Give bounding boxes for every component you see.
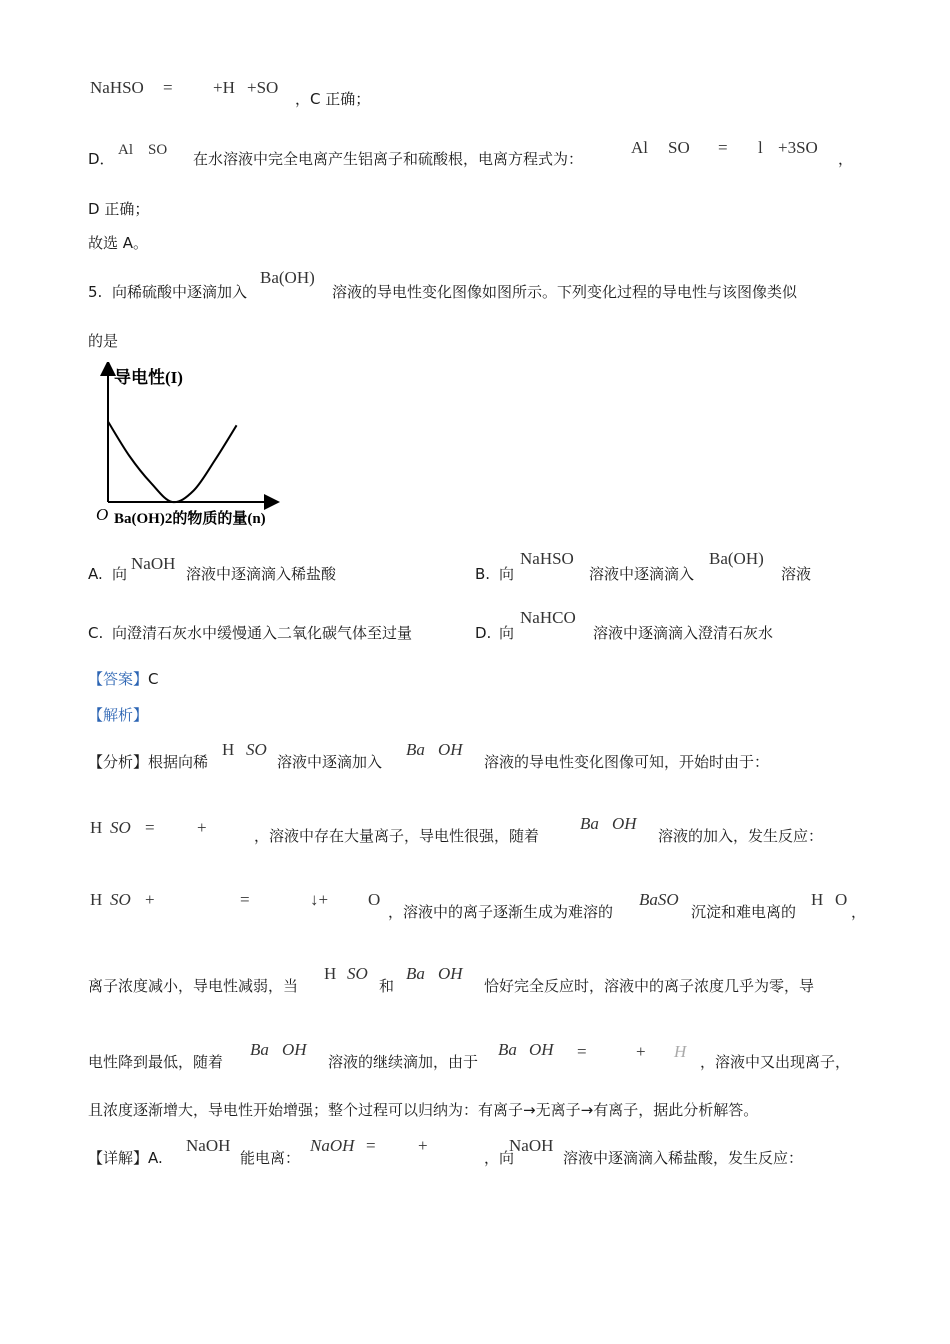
formula: Ba(OH) — [260, 268, 315, 287]
formula: Ba — [580, 814, 599, 833]
analysis-line-4 — [88, 962, 878, 998]
formula: NaHSO — [90, 78, 144, 97]
formula: NaOH — [131, 554, 176, 573]
formula: NaOH — [186, 1136, 231, 1155]
formula: SO — [668, 138, 690, 157]
option-label: C. — [88, 624, 104, 642]
formula: = — [366, 1136, 376, 1155]
analysis-text: 无离子 — [535, 1101, 581, 1119]
d-line — [88, 136, 868, 172]
option-text: 向 — [112, 565, 128, 583]
x-axis-label: Ba(OH)2的物质的量(n) — [114, 511, 266, 527]
formula: SO — [110, 890, 131, 909]
question-5 — [88, 266, 868, 356]
formula: H — [811, 890, 824, 909]
formula: O — [835, 890, 848, 909]
detail-text: 溶液中逐滴滴入稀盐酸，发生反应： — [563, 1149, 804, 1167]
option-text: 溶液中逐滴滴入稀盐酸 — [186, 565, 337, 583]
formula: BaSO — [639, 890, 679, 909]
option-text: 向 — [499, 565, 515, 583]
formula: H — [90, 890, 103, 909]
formula: +3SO — [778, 138, 818, 157]
option-b[interactable] — [475, 549, 855, 587]
option-label: B. — [475, 565, 491, 583]
analysis-text: 有离子，据此分析解答。 — [593, 1101, 759, 1119]
option-label: D. — [475, 624, 492, 642]
formula: H — [90, 818, 103, 837]
option-text: 向 — [499, 624, 515, 642]
question-text: 的是 — [88, 332, 119, 350]
formula: +H — [213, 78, 235, 97]
formula: = — [163, 78, 173, 97]
formula: NaOH — [509, 1136, 554, 1155]
c-correct-text: ，C 正确； — [295, 90, 371, 108]
arrow-icon: → — [580, 1101, 594, 1119]
option-a[interactable] — [88, 552, 448, 586]
formula: ↓+ — [310, 890, 329, 909]
analysis-text: 电性降到最低，随着 — [88, 1053, 224, 1071]
answer-value: C — [148, 670, 159, 688]
analysis-line-5 — [88, 1038, 878, 1074]
analysis-text: 【分析】根据向稀 — [88, 753, 209, 771]
formula: O — [368, 890, 381, 909]
option-text: 向澄清石灰水中缓慢通入二氧化碳气体至过量 — [112, 624, 413, 642]
formula: Ba — [498, 1040, 517, 1059]
formula: l — [758, 138, 763, 157]
formula: OH — [438, 740, 463, 759]
analysis-text: 离子浓度减小，导电性减弱，当 — [88, 977, 299, 995]
analysis-line-3 — [88, 886, 878, 922]
d-correct: D 正确； — [88, 200, 150, 218]
analysis-line-1 — [88, 738, 868, 774]
formula: Ba — [250, 1040, 269, 1059]
formula: Ba(OH) — [709, 549, 764, 568]
analysis-text: 溶液的导电性变化图像可知，开始时由于： — [484, 753, 770, 771]
formula: SO — [110, 818, 131, 837]
conductivity-chart — [92, 362, 312, 532]
formula: OH — [612, 814, 637, 833]
formula: Al — [631, 138, 648, 157]
option-text: 溶液中逐滴滴入 — [589, 565, 695, 583]
formula: + — [636, 1042, 646, 1061]
formula: SO — [246, 740, 267, 759]
formula: OH — [282, 1040, 307, 1059]
formula: NaHSO — [520, 549, 574, 568]
formula: Ba — [406, 964, 425, 983]
formula: + — [145, 890, 155, 909]
formula: = — [577, 1042, 587, 1061]
formula: NaOH — [310, 1136, 355, 1155]
analysis-text: 和 — [379, 977, 395, 995]
analysis-text: 且浓度逐渐增大，导电性开始增强；整个过程可以归纳为：有离子 — [88, 1101, 524, 1119]
formula: Ba — [406, 740, 425, 759]
formula: OH — [438, 964, 463, 983]
origin-label: O — [96, 505, 109, 524]
formula: H — [222, 740, 235, 759]
option-label: D． — [88, 150, 115, 168]
detail-text: 能电离： — [240, 1149, 301, 1167]
formula: SO — [148, 142, 168, 158]
detail-text: 【详解】A. — [88, 1149, 163, 1167]
analysis-text: 溶液的继续滴加，由于 — [328, 1053, 479, 1071]
answer-label: 【答案】 — [88, 670, 149, 688]
option-d[interactable] — [475, 608, 855, 646]
analysis-text: ，溶液中的离子逐渐生成为难溶的 — [388, 903, 614, 921]
formula: OH — [529, 1040, 554, 1059]
formula: Al — [118, 142, 133, 158]
punct: ， — [851, 903, 867, 921]
c-line — [90, 76, 390, 110]
formula: NaHCO — [520, 608, 576, 627]
analysis-text: ，溶液中又出现离子， — [700, 1053, 851, 1071]
option-c[interactable] — [88, 614, 468, 648]
analysis-text: ，溶液中存在大量离子，导电性很强，随着 — [254, 827, 540, 845]
punct: ， — [838, 150, 854, 168]
question-number: 5. — [88, 283, 103, 301]
question-text: 向稀硫酸中逐滴加入 — [112, 283, 248, 301]
formula: = — [718, 138, 728, 157]
detail-line — [88, 1134, 878, 1170]
analysis-text: 沉淀和难电离的 — [691, 903, 797, 921]
analysis-label: 【解析】 — [88, 706, 149, 724]
y-axis-label: 导电性(I) — [114, 368, 183, 387]
analysis-text: 溶液中逐滴加入 — [277, 753, 383, 771]
formula: H — [674, 1042, 687, 1061]
formula: SO — [347, 964, 368, 983]
series-line — [108, 422, 237, 503]
formula: +SO — [247, 78, 279, 97]
formula: H — [324, 964, 337, 983]
arrow-icon: → — [523, 1101, 536, 1119]
formula: = — [240, 890, 250, 909]
answer-row — [88, 669, 159, 689]
question-text: 溶液的导电性变化图像如图所示。下列变化过程的导电性与该图像类似 — [332, 283, 798, 301]
option-text: 溶液中逐滴滴入澄清石灰水 — [593, 624, 774, 642]
detail-text: ，向 — [484, 1149, 515, 1167]
formula: + — [197, 818, 207, 837]
analysis-line-2 — [88, 812, 868, 848]
choose-answer: 故选 A。 — [88, 234, 149, 252]
analysis-text: 恰好完全反应时，溶液中的离子浓度几乎为零，导 — [484, 977, 815, 995]
d-text: 在水溶液中完全电离产生铝离子和硫酸根，电离方程式为： — [193, 150, 584, 168]
formula: = — [145, 818, 155, 837]
formula: + — [418, 1136, 428, 1155]
option-text: 溶液 — [781, 565, 812, 583]
option-label: A. — [88, 565, 103, 583]
analysis-text: 溶液的加入，发生反应： — [658, 827, 824, 845]
analysis-line-6 — [88, 1100, 758, 1120]
